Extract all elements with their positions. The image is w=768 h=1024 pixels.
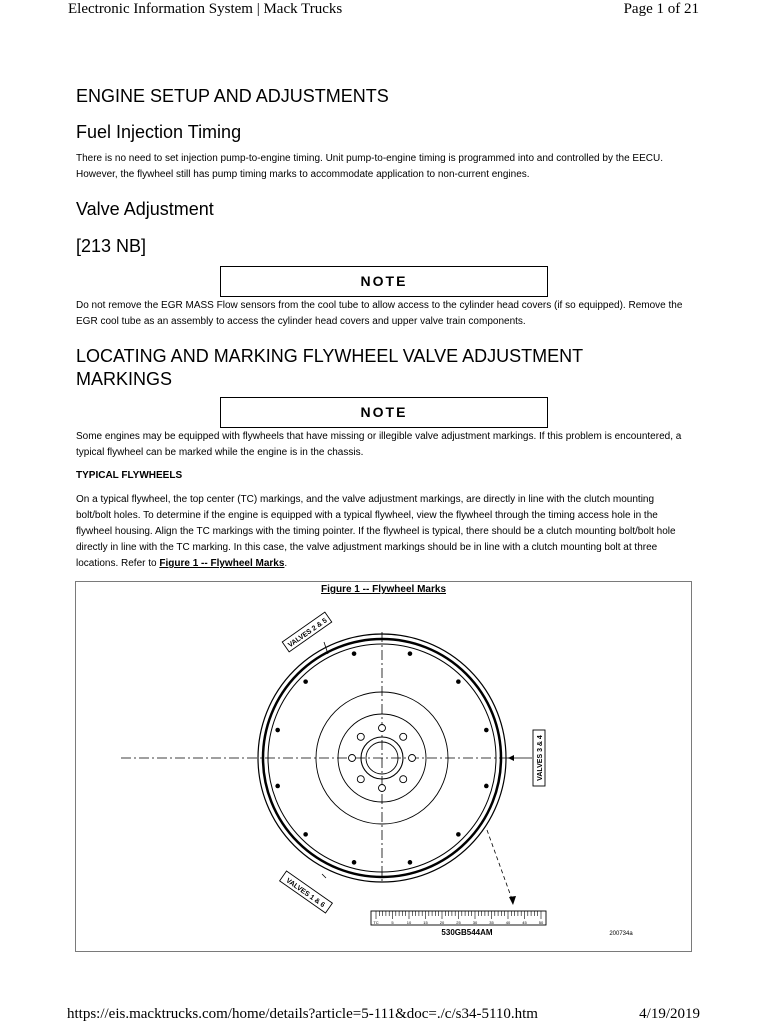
label-valves-1-6 xyxy=(280,871,333,913)
heading-valve-adjustment: Valve Adjustment xyxy=(76,199,214,219)
crank-bolt-hole xyxy=(379,785,386,792)
clutch-bolt-hole xyxy=(484,784,489,789)
paragraph-text-end: . xyxy=(284,558,288,569)
header-title: Electronic Information System | Mack Trucks xyxy=(68,1,343,17)
footer-url: https://eis.macktrucks.com/home/details?article=5-111&doc=./c/s34-5110.htm xyxy=(67,1006,538,1022)
scale-tick-label: TC xyxy=(373,920,379,925)
crank-bolt-hole xyxy=(379,725,386,732)
scale-tick-label: 30 xyxy=(472,920,478,925)
footer-date: 4/19/2019 xyxy=(639,1006,700,1022)
note-box: NOTE xyxy=(220,397,548,428)
label-valves-3-4 xyxy=(533,730,545,786)
scale-tick-label: 45 xyxy=(522,920,527,925)
note-text: Some engines may be equipped with flywheels that have missing or illegible valve adjustment markings. If this problem is encountered, a typical flywheel can be marked while the engine is in the chassis. xyxy=(76,431,682,458)
clutch-bolt-hole xyxy=(275,728,280,733)
crank-bolt-hole xyxy=(409,755,416,762)
clutch-bolt-hole xyxy=(352,860,357,865)
scale-tick-label: 15 xyxy=(423,920,428,925)
clutch-bolt-hole xyxy=(408,860,413,865)
label-valves-2-5 xyxy=(282,612,331,652)
flywheel-diagram xyxy=(76,582,691,951)
scale-tick-label: 50 xyxy=(538,920,544,925)
heading-fuel-injection-timing: Fuel Injection Timing xyxy=(76,122,242,142)
note-box: NOTE xyxy=(220,266,548,297)
paragraph-text: On a typical flywheel, the top center (TC) markings, and the valve adjustment markings, are directly in line with the clutch mounting bolt/bolt holes. To determine if the engine is equipped with a typical flywheel, view the flywheel through the timing access hole in the flywheel housing. Align the TC markings with the timing pointer. If the flywheel is typical, there should be a clutch mounting bolt/bolt hole directly in line with the TC marking. In this case, the valve adjustment markings should be in line with a clutch mounting bolt at three locations. Refer to xyxy=(76,494,676,569)
crank-bolt-hole xyxy=(400,776,407,783)
page-number: Page 1 of 21 xyxy=(623,1,699,17)
crank-bolt-hole xyxy=(349,755,356,762)
paragraph-typical-flywheels xyxy=(76,492,686,572)
crank-bolt-hole xyxy=(357,776,364,783)
label-valves-3-4-text: VALVES 3 & 4 xyxy=(537,735,544,781)
clutch-bolt-hole xyxy=(484,728,489,733)
heading-locating-markings: LOCATING AND MARKING FLYWHEEL VALVE ADJUSTMENT MARKINGS xyxy=(76,346,583,389)
operation-code: [213 NB] xyxy=(76,236,147,256)
scale-tick-label: 5 xyxy=(391,920,394,925)
document-title: ENGINE SETUP AND ADJUSTMENTS xyxy=(76,86,389,106)
scale-tick-label: 40 xyxy=(505,920,511,925)
part-number-label: 530GB544AM xyxy=(441,928,493,937)
scale-tick-label: 25 xyxy=(456,920,461,925)
subheading-typical-flywheels: TYPICAL FLYWHEELS xyxy=(76,470,183,481)
scale-tick-label: 10 xyxy=(406,920,412,925)
clutch-bolt-hole xyxy=(275,784,280,789)
scale-tick-label: 35 xyxy=(489,920,494,925)
scale-tick-label: 20 xyxy=(439,920,445,925)
note-text: Do not remove the EGR MASS Flow sensors from the cool tube to allow access to the cylinder head covers (if so equipped). Remove the EGR cool tube as an assembly to access the cylinder head covers and upper valve train components. xyxy=(76,300,683,327)
clutch-bolt-hole xyxy=(303,832,308,837)
label-valves-1-6-text: VALVES 1 & 6 xyxy=(284,877,326,910)
clutch-bolt-hole xyxy=(352,651,357,656)
clutch-bolt-hole xyxy=(456,832,461,837)
figure-caption: Figure 1 -- Flywheel Marks xyxy=(320,584,447,595)
label-valves-2-5-text: VALVES 2 & 5 xyxy=(287,617,329,650)
figure-flywheel-marks xyxy=(75,581,692,952)
crank-bolt-hole xyxy=(400,733,407,740)
crank-bolt-hole xyxy=(357,733,364,740)
figure-reference: 200734a xyxy=(609,931,633,937)
paragraph-fuel-injection: There is no need to set injection pump-to-engine timing. Unit pump-to-engine timing is programmed into and controlled by the EECU. However, the flywheel still has pump timing marks to accommodate application to non-current engines. xyxy=(76,153,663,180)
figure-link[interactable]: Figure 1 -- Flywheel Marks xyxy=(159,558,285,569)
clutch-bolt-hole xyxy=(456,679,461,684)
clutch-bolt-hole xyxy=(408,651,413,656)
clutch-bolt-hole xyxy=(303,679,308,684)
